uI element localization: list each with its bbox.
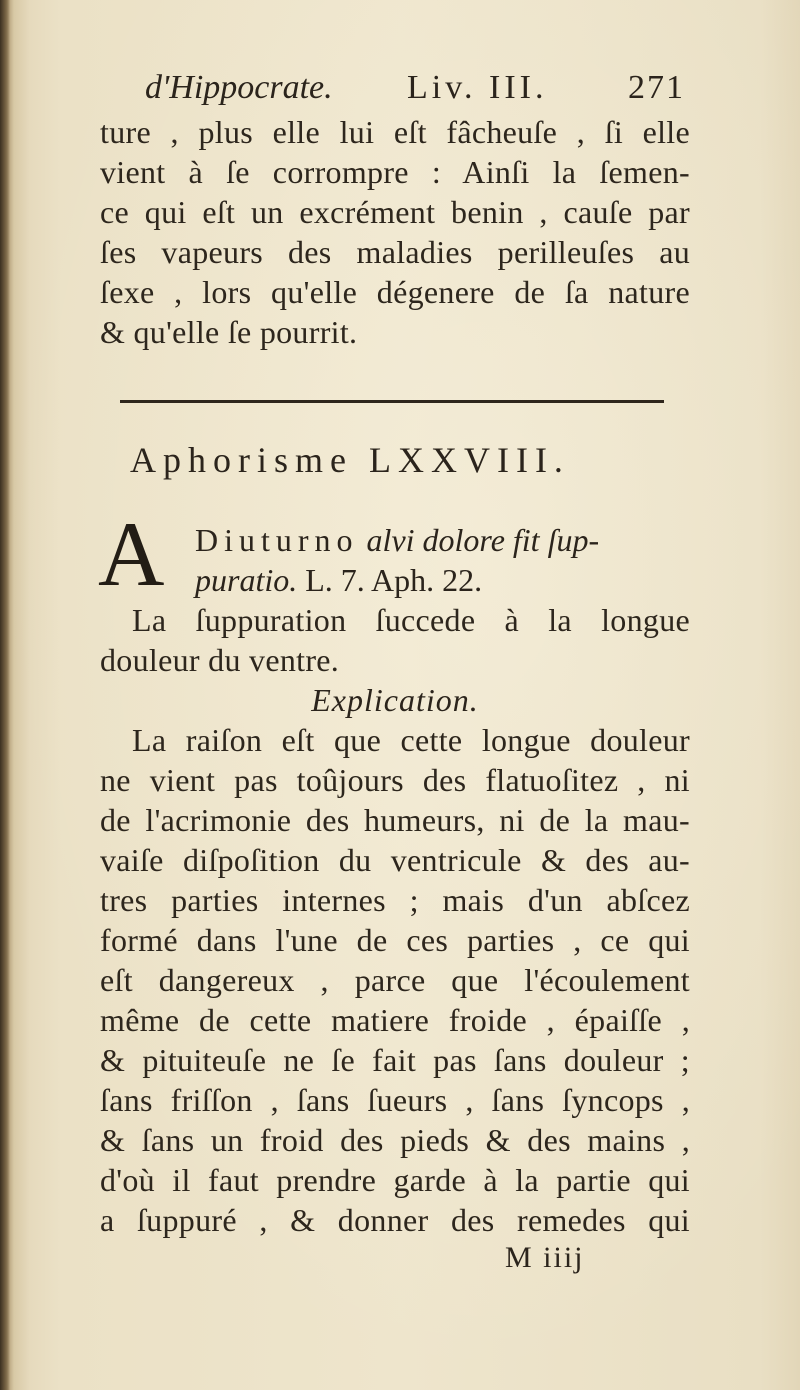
explication-line: La raiſon eſt que cette longue douleur <box>132 722 690 758</box>
latin-aphorism-line-1 <box>195 520 690 560</box>
text-line: ce qui eſt un excrément benin , cauſe par <box>100 194 690 230</box>
latin-first-word: Diuturno <box>195 522 359 558</box>
translation-line: La ſuppuration ſuccede à la longue <box>132 602 690 638</box>
text-line: vient à ſe corrompre : Ainſi la ſemen- <box>100 154 690 190</box>
section-divider <box>120 400 664 403</box>
explication-line: formé dans l'une de ces parties , ce qui <box>100 922 690 958</box>
page-number: 271 <box>628 69 685 106</box>
explication-line: tres parties internes ; mais d'un abſcez <box>100 882 690 918</box>
running-title: d'Hippocrate. <box>145 69 333 106</box>
gutter-shadow <box>0 0 10 1390</box>
aphorism-reference: L. 7. Aph. 22. <box>305 562 483 598</box>
explication-line: & pituiteuſe ne ſe fait pas ſans douleur ; <box>100 1042 690 1078</box>
explication-line: a ſuppuré , & donner des remedes qui <box>100 1202 690 1238</box>
explication-line: même de cette matiere froide , épaiſſe , <box>100 1002 690 1038</box>
explication-line: ne vient pas toûjours des flatuoſitez , ni <box>100 762 690 798</box>
explication-heading: Explication. <box>311 682 479 718</box>
explication-line: eſt dangereux , parce que l'écoulement <box>100 962 690 998</box>
text-line: ſexe , lors qu'elle dégenere de ſa nature <box>100 274 690 310</box>
latin-text: alvi dolore fit ſup- <box>366 522 600 558</box>
explication-line: & ſans un froid des pieds & des mains , <box>100 1122 690 1158</box>
running-header <box>145 68 685 108</box>
text-line: & qu'elle ſe pourrit. <box>100 314 358 350</box>
explication-line: ſans friſſon , ſans ſueurs , ſans ſyncops , <box>100 1082 690 1118</box>
latin-aphorism-line-2 <box>195 560 690 600</box>
book-number: Liv. III. <box>407 69 548 106</box>
translation-line: douleur du ventre. <box>100 642 340 678</box>
drop-cap: A <box>98 503 165 605</box>
aphorism-title: Aphorisme LXXVIII. <box>130 440 570 480</box>
text-line: ture , plus elle lui eſt fâcheuſe , ſi elle <box>100 114 690 150</box>
latin-text: puratio. <box>195 562 298 598</box>
explication-line: d'où il faut prendre garde à la partie qui <box>100 1162 690 1198</box>
explication-line: de l'acrimonie des humeurs, ni de la mau- <box>100 802 690 838</box>
explication-line: vaiſe diſpoſition du ventricule & des au- <box>100 842 690 878</box>
text-line: ſes vapeurs des maladies perilleuſes au <box>100 234 690 270</box>
catchword-signature: M iiij <box>505 1241 585 1274</box>
